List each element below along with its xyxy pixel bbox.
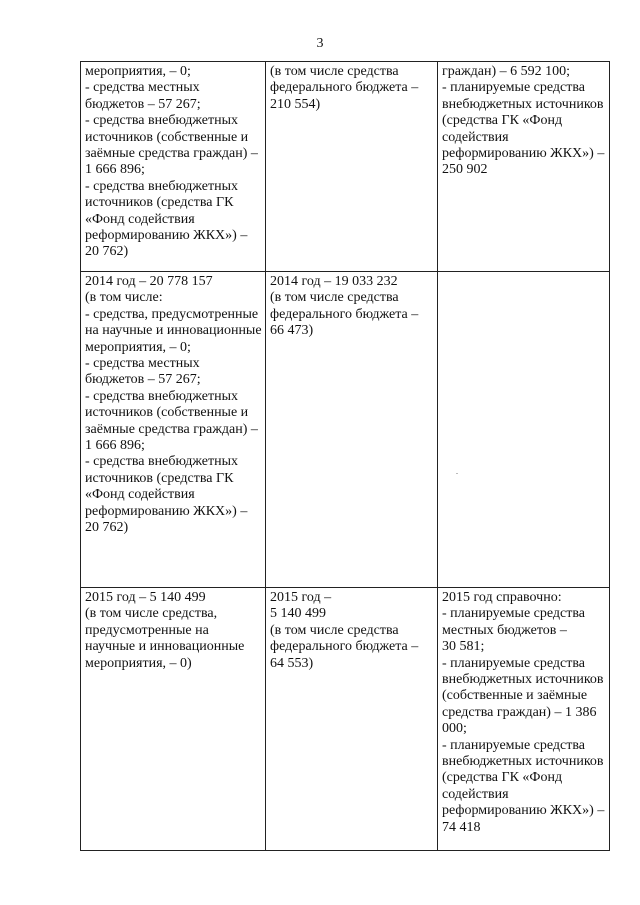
funding-table (80, 61, 610, 851)
table-cell: 2014 год – 20 778 157 (в том числе: - средства, предусмотренные на научные и инновационные мероприятия, – 0; - средства местных бюджетов – 57 267; - средства внебюджетных источников (собственные и заёмные средства граждан) – 1 666 896; - средства внебюджетных источников (средства ГК «Фонд содействия реформированию ЖКХ») – 20 762) (81, 272, 266, 588)
table-cell: 2014 год – 19 033 232 (в том числе средства федерального бюджета – 66 473) (266, 272, 438, 588)
table-row (81, 62, 610, 272)
table-cell: 2015 год – 5 140 499 (в том числе средства федерального бюджета – 64 553) (266, 588, 438, 851)
scan-speck (456, 473, 458, 474)
table-cell: (в том числе средства федерального бюджета – 210 554) (266, 62, 438, 272)
table-cell: мероприятия, – 0; - средства местных бюджетов – 57 267; - средства внебюджетных источников (собственные и заёмные средства граждан) – 1 666 896; - средства внебюджетных источников (средства ГК «Фонд содействия реформированию ЖКХ») – 20 762) (81, 62, 266, 272)
table-cell (438, 272, 610, 588)
table-cell: граждан) – 6 592 100; - планируемые средства внебюджетных источников (средства ГК «Фонд содействия реформированию ЖКХ») – 250 902 (438, 62, 610, 272)
table-row (81, 588, 610, 851)
table-cell: 2015 год – 5 140 499 (в том числе средства, предусмотренные на научные и инновационные мероприятия, – 0) (81, 588, 266, 851)
page-number: 3 (316, 36, 324, 51)
table-row (81, 272, 610, 588)
table-cell: 2015 год справочно: - планируемые средства местных бюджетов – 30 581; - планируемые средства внебюджетных источников (собственные и заёмные средства граждан) – 1 386 000; - планируемые средства внебюджетных источников (средства ГК «Фонд содействия реформированию ЖКХ») – 74 418 (438, 588, 610, 851)
